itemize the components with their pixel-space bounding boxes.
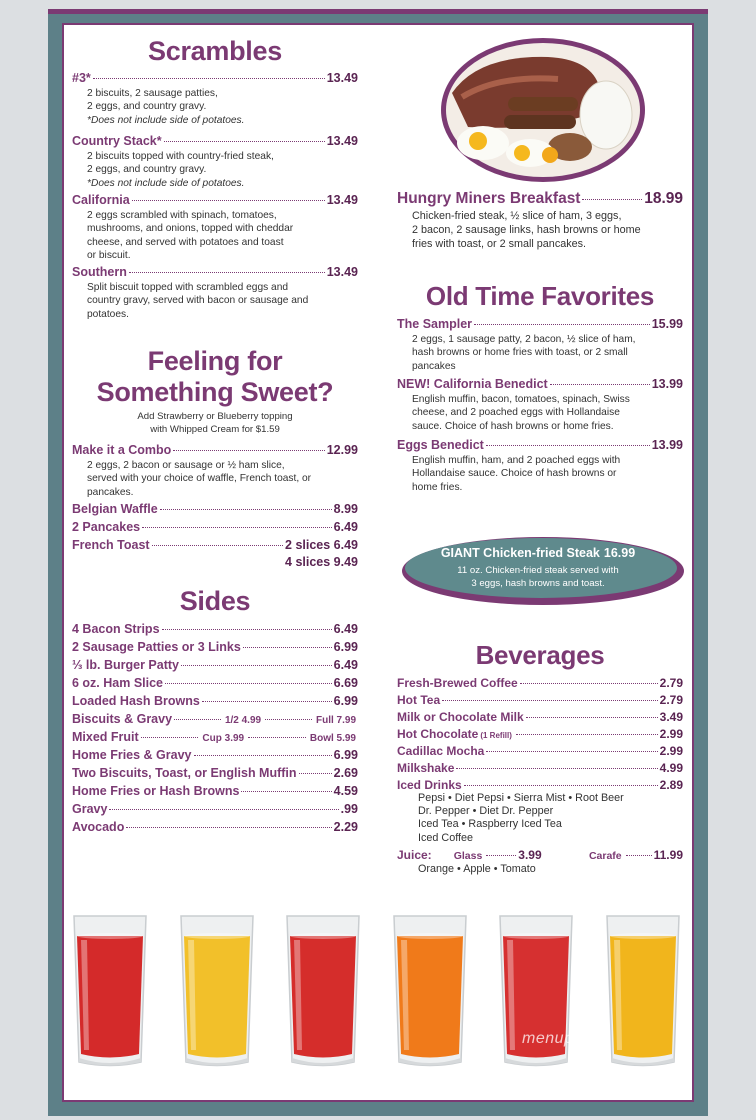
item-name: French Toast <box>72 538 150 552</box>
item-price: 6.49 <box>333 622 358 636</box>
dot-leader <box>241 791 331 792</box>
beverage-item <box>397 761 683 775</box>
sides-heading: Sides <box>179 586 251 616</box>
dot-leader <box>174 719 221 720</box>
item-name: 2 Pancakes <box>72 520 141 534</box>
item-name: California <box>72 193 130 207</box>
side-item <box>72 784 358 798</box>
dot-leader <box>165 683 332 684</box>
item-price: 13.49 <box>326 265 358 279</box>
dot-leader <box>243 647 332 648</box>
dot-leader <box>486 751 657 752</box>
item-price: 6.99 <box>333 748 358 762</box>
dot-leader <box>486 855 516 856</box>
side-item <box>72 658 358 672</box>
item-price: 13.99 <box>651 438 683 452</box>
menu-item-eggs-benedict <box>397 438 683 452</box>
dot-leader <box>152 545 283 546</box>
beverage-item <box>397 744 683 758</box>
item-name: NEW! California Benedict <box>397 377 548 391</box>
breakfast-photo <box>438 35 648 185</box>
giant-desc-1: 11 oz. Chicken-fried steak served with <box>457 565 619 576</box>
item-name: Country Stack* <box>72 134 162 148</box>
item-price: 2 slices 6.49 <box>285 538 358 552</box>
dot-leader <box>516 734 658 735</box>
dot-leader <box>526 717 658 718</box>
iced-drinks-list: Pepsi • Diet Pepsi • Sierra Mist • Root Beer Dr. Pepper • Diet Dr. Pepper Iced Tea • Raspberry Iced Tea Iced Coffee <box>418 792 624 844</box>
side-item <box>72 748 358 762</box>
item-price: 2.79 <box>659 693 683 707</box>
item-name: Hungry Miners Breakfast <box>397 190 581 207</box>
side-item <box>72 694 358 708</box>
beverage-item <box>397 778 683 792</box>
item-description: 2 eggs, 1 sausage patty, 2 bacon, ½ slice of ham, hash browns or home fries with toast, or 2 small pancakes <box>412 334 636 372</box>
dot-leader <box>486 445 650 446</box>
refill-note: (1 Refill) <box>480 731 512 740</box>
item-description: 2 biscuits, 2 sausage patties, 2 eggs, and country gravy. *Does not include side of potatoes. <box>87 88 245 126</box>
item-price: 6.99 <box>333 694 358 708</box>
item-name: Belgian Waffle <box>72 502 158 516</box>
carafe-label: Carafe <box>588 850 622 862</box>
item-name: Mixed Fruit <box>72 730 139 744</box>
dot-leader <box>194 755 332 756</box>
item-price: 6.99 <box>333 640 358 654</box>
item-name: Avocado <box>72 820 125 834</box>
item-name: Milk or Chocolate Milk <box>397 710 524 724</box>
item-price: 13.49 <box>326 71 358 85</box>
item-name: 4 Bacon Strips <box>72 622 160 636</box>
dot-leader <box>474 324 650 325</box>
side-item <box>72 766 358 780</box>
side-item <box>72 820 358 834</box>
item-price: 6.49 <box>333 520 358 534</box>
item-description: 2 eggs scrambled with spinach, tomatoes, mushrooms, and onions, topped with cheddar cheese, and served with potatoes and toast or biscuit. <box>87 210 294 261</box>
dot-leader <box>265 719 312 720</box>
dot-leader <box>142 527 332 528</box>
dot-leader <box>464 785 658 786</box>
item-price: 2.99 <box>659 744 683 758</box>
menu-item-combo <box>72 443 358 457</box>
item-name: Two Biscuits, Toast, or English Muffin <box>72 766 297 780</box>
item-price: 13.49 <box>326 193 358 207</box>
juice-glass <box>178 912 256 1070</box>
dot-leader <box>109 809 338 810</box>
side-item <box>72 676 358 690</box>
item-description: Split biscuit topped with scrambled eggs and country gravy, served with bacon or sausage and potatoes. <box>87 282 309 320</box>
item-description: English muffin, ham, and 2 poached eggs with Hollandaise sauce. Choice of hash browns or home fries. <box>412 455 621 493</box>
item-price: 4 slices 9.49 <box>285 555 358 569</box>
juice-glass <box>71 912 149 1070</box>
item-name: Loaded Hash Browns <box>72 694 200 708</box>
item-name: Eggs Benedict <box>397 438 484 452</box>
item-name: Biscuits & Gravy <box>72 712 173 726</box>
item-name: Hot Tea <box>397 693 441 707</box>
dot-leader <box>173 450 324 451</box>
dot-leader <box>582 199 642 200</box>
item-price: 13.49 <box>326 134 358 148</box>
item-name: 6 oz. Ham Slice <box>72 676 164 690</box>
cup-price: Cup 3.99 <box>202 733 245 744</box>
item-description: 2 biscuits topped with country-fried steak, 2 eggs, and country gravy. *Does not include side of potatoes. <box>87 151 274 189</box>
sweet-heading: Feeling for Something Sweet? <box>96 346 334 407</box>
item-price: 3.49 <box>659 710 683 724</box>
beverage-item <box>397 676 683 690</box>
item-name: Fresh-Brewed Coffee <box>397 676 518 690</box>
side-item <box>72 622 358 636</box>
dot-leader <box>160 509 332 510</box>
item-price: 6.49 <box>333 658 358 672</box>
watermark: menupix <box>522 1030 586 1047</box>
giant-steak-badge <box>400 535 686 607</box>
dot-leader <box>164 141 325 142</box>
item-name: Home Fries or Hash Browns <box>72 784 240 798</box>
top-accent-bar <box>48 9 708 14</box>
item-price: 6.69 <box>333 676 358 690</box>
menu-item-country-stack <box>72 134 358 148</box>
item-price: 8.99 <box>333 502 358 516</box>
bowl-price: Bowl 5.99 <box>309 733 356 744</box>
item-name: 2 Sausage Patties or 3 Links <box>72 640 241 654</box>
menu-item-sampler <box>397 317 683 331</box>
dot-leader <box>93 78 325 79</box>
dot-leader <box>129 272 325 273</box>
dot-leader <box>181 665 332 666</box>
old-time-heading: Old Time Favorites <box>425 281 655 311</box>
dot-leader <box>202 701 332 702</box>
dot-leader <box>132 200 325 201</box>
item-price: 2.89 <box>659 778 683 792</box>
item-name: #3* <box>72 71 91 85</box>
item-price: .99 <box>340 802 358 816</box>
dot-leader <box>442 700 658 701</box>
item-name: The Sampler <box>397 317 473 331</box>
glass-price: 3.99 <box>518 848 542 862</box>
menu-item-pancakes <box>72 520 358 534</box>
juice-glass <box>284 912 362 1070</box>
side-item-mixed-fruit <box>72 730 358 744</box>
item-price: 2.99 <box>659 727 683 741</box>
full-price: Full 7.99 <box>315 715 356 726</box>
carafe-price: 11.99 <box>653 848 683 862</box>
item-name: Iced Drinks <box>397 778 462 792</box>
juice-glass <box>391 912 469 1070</box>
item-name: Juice: <box>397 848 432 862</box>
giant-title: GIANT Chicken-fried Steak 16.99 <box>440 546 636 560</box>
juice-glass <box>604 912 682 1070</box>
juice-flavors: Orange • Apple • Tomato <box>418 863 536 875</box>
beverage-item <box>397 710 683 724</box>
item-price: 15.99 <box>651 317 683 331</box>
menu-item-hungry-miners <box>397 190 683 208</box>
menu-item-california-benedict <box>397 377 683 391</box>
dot-leader <box>550 384 650 385</box>
beverage-item-hot-chocolate <box>397 727 683 741</box>
side-item <box>72 640 358 654</box>
menu-item-southern <box>72 265 358 279</box>
dot-leader <box>456 768 657 769</box>
item-name: Gravy <box>72 802 108 816</box>
beverage-item-juice <box>397 848 683 862</box>
menu-item-belgian-waffle <box>72 502 358 516</box>
dot-leader <box>141 737 199 738</box>
item-price: 12.99 <box>326 443 358 457</box>
item-price: 2.69 <box>333 766 358 780</box>
item-description: English muffin, bacon, tomatoes, spinach, Swiss cheese, and 2 poached eggs with Hollandaise sauce. Choice of hash browns or home fries. <box>412 394 630 432</box>
menu-item-california <box>72 193 358 207</box>
beverage-item <box>397 693 683 707</box>
dot-leader <box>520 683 658 684</box>
item-name: Home Fries & Gravy <box>72 748 192 762</box>
dot-leader <box>248 737 306 738</box>
side-item-biscuits-gravy <box>72 712 358 726</box>
item-price: 13.99 <box>651 377 683 391</box>
giant-desc-2: 3 eggs, hash browns and toast. <box>471 578 605 589</box>
dot-leader <box>126 827 331 828</box>
item-name: Make it a Combo <box>72 443 172 457</box>
topping-note: Add Strawberry or Blueberry topping with Whipped Cream for $1.59 <box>137 411 293 435</box>
dot-leader <box>162 629 332 630</box>
item-price: 4.99 <box>659 761 683 775</box>
item-description: Chicken-fried steak, ½ slice of ham, 3 eggs, 2 bacon, 2 sausage links, hash browns or home fries with toast, or 2 small pancakes. <box>412 210 641 250</box>
menu-item-number-3 <box>72 71 358 85</box>
item-price: 4.59 <box>333 784 358 798</box>
item-name: ⅓ lb. Burger Patty <box>72 658 179 672</box>
item-price: 2.29 <box>333 820 358 834</box>
item-description: 2 eggs, 2 bacon or sausage or ½ ham slice, served with your choice of waffle, French toast, or pancakes. <box>87 460 312 498</box>
scrambles-heading: Scrambles <box>148 36 282 66</box>
item-price: 2.79 <box>659 676 683 690</box>
beverages-heading: Beverages <box>475 640 605 670</box>
menu-item-french-toast-4 <box>72 555 358 569</box>
item-name: Milkshake <box>397 761 455 775</box>
menu-item-french-toast <box>72 538 358 552</box>
item-name: Cadillac Mocha <box>397 744 485 758</box>
half-price: 1/2 4.99 <box>224 715 262 726</box>
item-name: Southern <box>72 265 127 279</box>
side-item <box>72 802 358 816</box>
dot-leader <box>626 855 652 856</box>
item-name: Hot Chocolate <box>397 727 479 741</box>
item-price: 18.99 <box>644 190 683 207</box>
dot-leader <box>299 773 332 774</box>
glass-label: Glass <box>453 850 483 862</box>
